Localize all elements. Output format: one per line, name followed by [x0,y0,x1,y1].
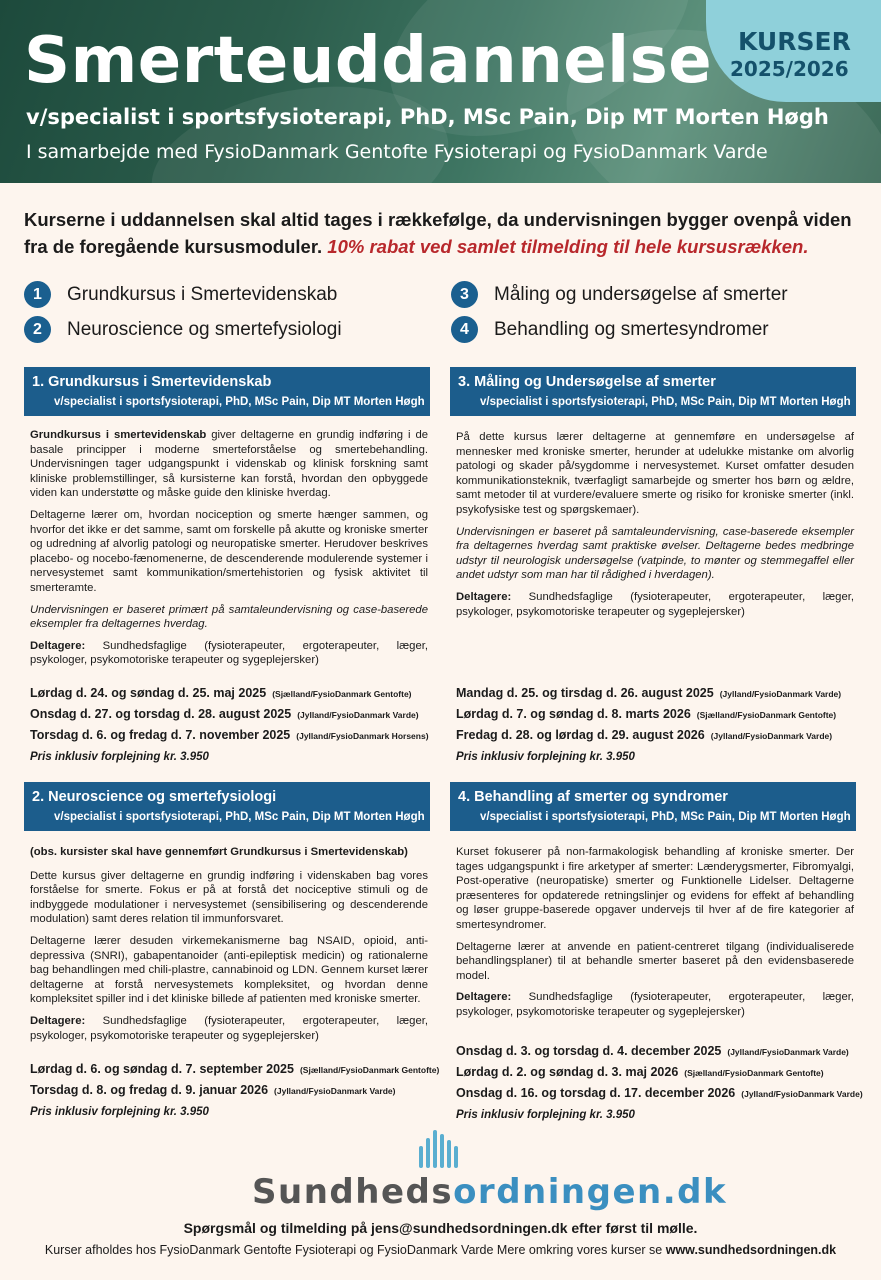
date-row: Lørdag d. 6. og søndag d. 7. september 2025 (Sjælland/FysioDanmark Gentofte) [30,1062,440,1076]
date-row: Mandag d. 25. og tirsdag d. 26. august 2025 (Jylland/FysioDanmark Varde) [456,686,842,700]
toc-label: Behandling og smertesyndromer [494,318,769,340]
toc-number: 3 [451,281,478,308]
discount-text: 10% rabat ved samlet tilmelding til hele kursusrækken. [327,236,809,257]
course-teacher: v/specialist i sportsfysioterapi, PhD, MSc Pain, Dip MT Morten Høgh [480,811,851,823]
participants-label: Deltagere: [30,639,86,652]
course-3-body [456,430,854,626]
logo-part1: Sundheds [252,1172,454,1212]
date-row: Fredag d. 28. og lørdag d. 29. august 2026 (Jylland/FysioDanmark Varde) [456,728,833,742]
participants-label: Deltagere: [456,991,512,1004]
course-title: 4. Behandling af smerter og syndromer [458,789,728,805]
course-paragraph: På dette kursus lærer deltagerne at gennemføre en undersøgelse af mennesker med kroniske smerter, herunder at udelukke mistanke om alvorlig patologi og skader på/sygdomme i nervesystemet. Kurset omfatter desuden kommunikationsteknik, tværfagligt samarbejde og smerter hos børn og ældre, samt metoder til at vurdere/evaluere smerte og risiko for kroniske smerter (inkl. psykofysiske test og spørgskemaer). [456,431,854,516]
course-paragraph: Kurset fokuserer på non-farmakologisk behandling af kroniske smerter. Der tages udgangspunkt i fire arketyper af smerter: Lænderygsmerter, Fibromyalgi, Post-operative (neuropatiske) smerter og Funktionelle Lidelser. Deltagerne præsenteres for opdaterede retningslinjer og evidens for effekt af behandling og løser gruppe-baserede opgaver undervejs til hver af de fire kategorier af smertesyndromer. [456,846,854,931]
toc-item-1 [24,281,337,308]
participants-text: Sundhedsfaglige (fysioterapeuter, ergoterapeuter, læger, psykologer, psykomotoriske terapeuter og sygeplejersker) [30,639,428,667]
toc-item-3 [451,281,788,308]
toc-number: 2 [24,316,51,343]
price: Pris inklusiv forplejning kr. 3.950 [456,751,635,763]
participants-text: Sundhedsfaglige (fysioterapeuter, ergoterapeuter, læger, psykologer, psykomotoriske terapeuter og sygeplejersker) [456,590,854,618]
course-4-body [456,845,854,1027]
course-3-dates [456,686,866,763]
course-teacher: v/specialist i sportsfysioterapi, PhD, MSc Pain, Dip MT Morten Høgh [54,811,425,823]
price: Pris inklusiv forplejning kr. 3.950 [30,751,209,763]
course-method: Undervisningen er baseret primært på samtaleundervisning og case-baserede eksempler fra deltagernes hverdag. [30,603,428,631]
course-paragraph: Dette kursus giver deltagerne en grundig indføring i videnskaben bag vores forståelse for smerte. Fokus er på at forstå det nociceptive stimuli og de indbyggede modulationer i nervesystemet (sensibilisering og descenderende modulation) samt deres relation til immunforsvaret. [30,869,428,926]
date-row: Torsdag d. 8. og fredag d. 9. januar 2026 (Jylland/FysioDanmark Varde) [30,1083,396,1097]
course-3-header [450,367,856,416]
toc-item-2 [24,316,342,343]
website-link[interactable]: www.sundhedsordningen.dk [665,1243,837,1257]
date-row: Onsdag d. 3. og torsdag d. 4. december 2025 (Jylland/FysioDanmark Varde) [456,1044,849,1058]
course-1-header [24,367,430,416]
participants-label: Deltagere: [30,1014,86,1027]
course-paragraph: Deltagerne lærer om, hvordan nociception og smerte hænger sammen, og hvorfor det ikke er det samme, samt om forskelle på akutte og kroniske smerter og udredning af alvorlig patologi og neuropatiske smerter. Herudover beskrives placebo- og nocebo-fænomenerne, de descenderende modulerende systemer i nervesystemet samt kommunikation/smertehistorien og fysisk aktivitet til smerteramte. [30,508,428,594]
course-paragraph: Deltagerne lærer at anvende en patient-centreret tilgang (individualiserede behandlingsplaner) til at behandle smerter baseret på den evidensbaserede model. [456,940,854,982]
toc-label: Grundkursus i Smertevidenskab [67,283,338,305]
date-row: Lørdag d. 7. og søndag d. 8. marts 2026 (Sjælland/FysioDanmark Gentofte) [456,707,837,721]
toc-number: 1 [24,281,51,308]
toc-label: Måling og undersøgelse af smerter [494,283,788,305]
toc-item-4 [451,316,769,343]
course-lead: Grundkursus i smertevidenskab [30,429,207,441]
footer-info-text: Kurser afholdes hos FysioDanmark Gentofte Fysioterapi og FysioDanmark Varde Mere omkring vores kurser se [44,1243,666,1257]
course-teacher: v/specialist i sportsfysioterapi, PhD, MSc Pain, Dip MT Morten Høgh [54,396,425,408]
course-title: 2. Neuroscience og smertefysiologi [32,789,277,805]
course-title: 1. Grundkursus i Smertevidenskab [32,374,272,390]
course-paragraph: Deltagerne lærer desuden virkemekanismerne bag NSAID, opioid, anti-depressiva (SNRI), gabapentanoider (anti-epileptisk medicin) og rationalerne bag behandlingen med chili-plastre, cannabinoid og LDN. Gennem kurset lærer deltagerne at forstå nervesystemets kompleksitet, og hvordan denne kompleksitet spiller ind i det kliniske billede af patienten med kroniske smerter. [30,934,428,1006]
participants-text: Sundhedsfaglige (fysioterapeuter, ergoterapeuter, læger, psykologer, psykomotoriske terapeuter og sygeplejersker) [456,991,854,1018]
footer-info [0,1243,881,1257]
course-title: 3. Måling og Undersøgelse af smerter [458,374,716,390]
course-method: Undervisningen er baseret på samtaleundervisning, case-baserede eksempler fra deltagernes hverdag samt praktiske øvelser. Deltagerne bedes medbringe udstyr til neurologisk undersøgelse (vatpinde, to mønter og stemmegaffel eller andet udstyr som man har til rådighed i hverdagen). [456,525,854,582]
badge-line1: KURSER [738,27,851,56]
course-paragraph: giver deltagerne en grundig indføring i de basale principper i moderne smerteforståelse og smertebehandling. Undervisningen tager udgangspunkt i videnskab og klinisk forskning samt kliniske problemstillinger, så kursisterne kan forstå, hvordan den opbyggede viden kan understøtte og måske guide den kliniske hverdag. [30,429,429,500]
course-2-dates [30,1062,440,1118]
course-4-dates [456,1044,866,1121]
toc-label: Neuroscience og smertefysiologi [67,318,342,340]
header-partners: I samarbejde med FysioDanmark Gentofte Fysioterapi og FysioDanmark Varde [26,141,768,163]
course-note: (obs. kursister skal have gennemført Grundkursus i Smertevidenskab) [30,846,408,858]
page-title: Smerteuddannelse [24,24,713,98]
participants-label: Deltagere: [456,590,512,603]
logo-part2: ordningen.dk [453,1172,728,1212]
intro-text [24,206,864,260]
logo [252,1172,727,1212]
date-row: Onsdag d. 16. og torsdag d. 17. december 2026 (Jylland/FysioDanmark Varde) [456,1086,863,1100]
course-1-dates [30,686,440,763]
toc-number: 4 [451,316,478,343]
price: Pris inklusiv forplejning kr. 3.950 [30,1106,209,1118]
footer-contact: Spørgsmål og tilmelding på jens@sundhedsordningen.dk efter først til mølle. [183,1220,698,1236]
intro-main: Kurserne i uddannelsen skal altid tages i rækkefølge, da undervisningen bygger ovenpå viden fra de foregående kursusmoduler. [24,209,852,257]
course-4-header [450,782,856,831]
badge-line2: 2025/2026 [730,57,849,81]
header-subtitle: v/specialist i sportsfysioterapi, PhD, MSc Pain, Dip MT Morten Høgh [26,105,829,129]
course-2-body [30,845,428,1050]
date-row: Onsdag d. 27. og torsdag d. 28. august 2025 (Jylland/FysioDanmark Varde) [30,707,419,721]
participants-text: Sundhedsfaglige (fysioterapeuter, ergoterapeuter, læger, psykologer, psykomotoriske terapeuter og sygeplejersker) [30,1014,428,1042]
date-row: Lørdag d. 24. og søndag d. 25. maj 2025 (Sjælland/FysioDanmark Gentofte) [30,686,412,700]
course-1-body [30,428,428,675]
date-row: Lørdag d. 2. og søndag d. 3. maj 2026 (Sjælland/FysioDanmark Gentofte) [456,1065,824,1079]
course-2-header [24,782,430,831]
date-row: Torsdag d. 6. og fredag d. 7. november 2025 (Jylland/FysioDanmark Horsens) [30,728,429,742]
price: Pris inklusiv forplejning kr. 3.950 [456,1109,635,1121]
course-teacher: v/specialist i sportsfysioterapi, PhD, MSc Pain, Dip MT Morten Høgh [480,396,851,408]
